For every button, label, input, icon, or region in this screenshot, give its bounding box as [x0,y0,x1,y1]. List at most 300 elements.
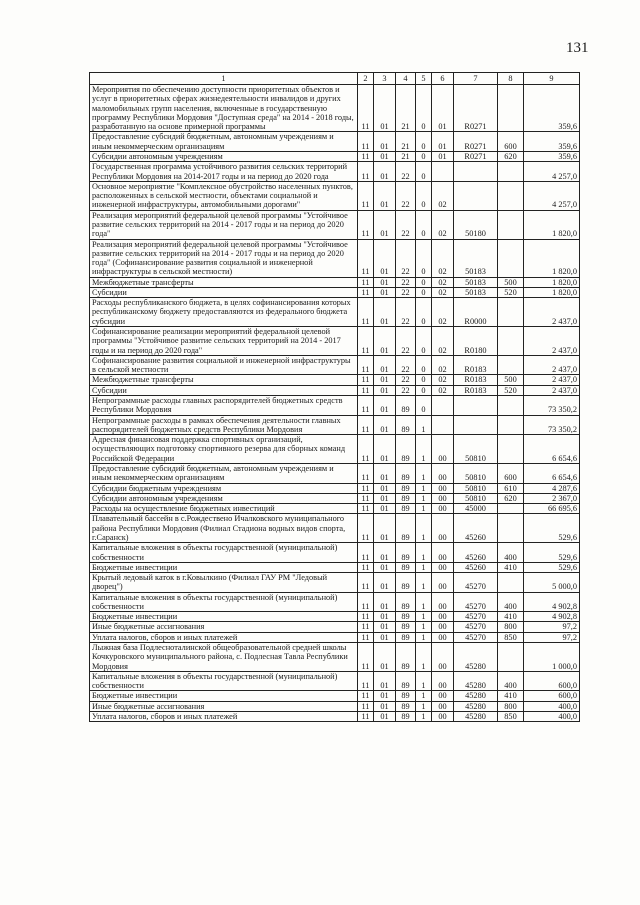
table-row [90,562,580,572]
code-cell: 11 [358,514,374,543]
code-cell: 0 [416,375,432,385]
code-cell: 0 [416,151,432,161]
code-cell: 22 [396,375,416,385]
row-name: Межбюджетные трансферты [90,375,358,385]
amount-cell: 4 902,8 [524,612,580,622]
code-cell [498,298,524,327]
code-cell: 0 [416,239,432,277]
code-cell: 850 [498,632,524,642]
code-cell: 50810 [454,493,498,503]
code-cell: 0 [416,385,432,395]
row-name: Непрограммные расходы главных распорядителей бюджетных средств Республики Мордовия [90,396,358,416]
code-cell: R0271 [454,132,498,152]
table-row [90,327,580,356]
code-cell: 11 [358,463,374,483]
code-cell: 01 [432,151,454,161]
code-cell: 22 [396,210,416,239]
amount-cell: 529,6 [524,514,580,543]
code-cell: 1 [416,612,432,622]
code-cell [498,327,524,356]
amount-cell: 2 437,0 [524,385,580,395]
amount-cell: 1 000,0 [524,643,580,672]
code-cell: 00 [432,632,454,642]
table-row [90,355,580,375]
code-cell: 02 [432,327,454,356]
amount-cell: 529,6 [524,562,580,572]
code-cell: 11 [358,622,374,632]
code-cell: 22 [396,385,416,395]
code-cell: 01 [432,85,454,132]
amount-cell: 73 350,2 [524,415,580,435]
table-row [90,691,580,701]
table-row [90,643,580,672]
code-cell: 850 [498,712,524,722]
amount-cell: 600,0 [524,671,580,691]
code-cell: 11 [358,592,374,612]
code-cell: 520 [498,385,524,395]
code-cell: 520 [498,287,524,297]
code-cell [454,415,498,435]
code-cell: 50810 [454,435,498,464]
code-cell: 11 [358,239,374,277]
row-name: Софинансирование реализации мероприятий федеральной целевой программы "Устойчивое развитие сельских территорий на 2014 - 2017 годы и на период до 2020 года" [90,327,358,356]
row-name: Расходы на осуществление бюджетных инвестиций [90,504,358,514]
code-cell: 21 [396,132,416,152]
code-cell: 50810 [454,463,498,483]
code-cell: 02 [432,239,454,277]
code-cell: 22 [396,181,416,210]
row-name: Крытый ледовый каток в г.Ковылкино (Филиал ГАУ РМ "Ледовый дворец") [90,573,358,593]
code-cell: 0 [416,287,432,297]
code-cell: 89 [396,514,416,543]
row-name: Реализация мероприятий федеральной целевой программы "Устойчивое развитие сельских территорий на 2014 - 2017 годы и на период до 2020 года" (Софинансирование развития социальной и инженерной инфраструктуры в сельской местности) [90,239,358,277]
row-name: Бюджетные инвестиции [90,691,358,701]
code-cell [498,85,524,132]
row-name: Софинансирование развития социальной и инженерной инфраструктуры в сельской местности [90,355,358,375]
code-cell: 02 [432,287,454,297]
code-cell: 01 [374,543,396,563]
code-cell [498,210,524,239]
row-name: Субсидии бюджетным учреждениям [90,483,358,493]
code-cell: 11 [358,181,374,210]
amount-cell: 1 820,0 [524,277,580,287]
row-name: Межбюджетные трансферты [90,277,358,287]
code-cell: 89 [396,622,416,632]
page-number: 131 [566,40,589,56]
code-cell: 01 [374,355,396,375]
table-row [90,151,580,161]
amount-cell: 1 820,0 [524,239,580,277]
code-cell: 45270 [454,573,498,593]
code-cell: 50183 [454,239,498,277]
row-name: Субсидии [90,385,358,395]
code-cell: 0 [416,162,432,182]
code-cell: 400 [498,671,524,691]
code-cell: 45260 [454,562,498,572]
row-name: Иные бюджетные ассигнования [90,701,358,711]
code-cell: 01 [374,385,396,395]
code-cell: 02 [432,298,454,327]
code-cell: 600 [498,132,524,152]
code-cell: 00 [432,701,454,711]
code-cell: 01 [374,181,396,210]
code-cell: 400 [498,543,524,563]
header-row [90,73,580,85]
code-cell: 1 [416,543,432,563]
row-name: Иные бюджетные ассигнования [90,622,358,632]
table-row [90,435,580,464]
table-row [90,493,580,503]
code-cell: 00 [432,493,454,503]
code-cell: 89 [396,592,416,612]
code-cell: 11 [358,562,374,572]
code-cell: 45260 [454,543,498,563]
header-cell: 4 [396,73,416,85]
amount-cell: 2 437,0 [524,327,580,356]
row-name: Капитальные вложения в объекты государственной (муниципальной) собственности [90,543,358,563]
code-cell: 11 [358,415,374,435]
code-cell: R0183 [454,375,498,385]
code-cell [498,643,524,672]
amount-cell: 4 257,0 [524,162,580,182]
amount-cell: 4 902,8 [524,592,580,612]
amount-cell: 400,0 [524,712,580,722]
code-cell: 01 [374,239,396,277]
code-cell: 11 [358,396,374,416]
code-cell: 89 [396,463,416,483]
code-cell [498,162,524,182]
row-name: Основное мероприятие "Комплексное обустройство населенных пунктов, расположенных в сельской местности, объектами социальной и инженерной инфраструктуры, автомобильными дорогами" [90,181,358,210]
table-row [90,712,580,722]
code-cell [432,162,454,182]
code-cell: 01 [374,632,396,642]
row-name: Бюджетные инвестиции [90,612,358,622]
code-cell: 1 [416,632,432,642]
code-cell: 00 [432,435,454,464]
code-cell: 1 [416,514,432,543]
code-cell: 01 [374,415,396,435]
code-cell [498,181,524,210]
code-cell: 01 [374,622,396,632]
code-cell: 00 [432,622,454,632]
code-cell: 1 [416,415,432,435]
code-cell: 45270 [454,632,498,642]
code-cell: 11 [358,573,374,593]
code-cell: 89 [396,643,416,672]
code-cell: 01 [374,562,396,572]
amount-cell: 66 695,6 [524,504,580,514]
code-cell: 01 [374,671,396,691]
code-cell: 89 [396,415,416,435]
table-row [90,287,580,297]
row-name: Бюджетные инвестиции [90,562,358,572]
header-cell: 6 [432,73,454,85]
code-cell: 11 [358,85,374,132]
amount-cell: 2 437,0 [524,375,580,385]
code-cell: 1 [416,691,432,701]
code-cell: R0183 [454,355,498,375]
table-body [90,85,580,722]
code-cell: 11 [358,671,374,691]
row-name: Мероприятия по обеспечению доступности приоритетных объектов и услуг в приоритетных сферах жизнедеятельности инвалидов и других маломобильных групп населения, включенные в государственную программу Республики Мордовия "Доступная среда" на 2014 - 2018 годы, разработанную на основе примерной программы [90,85,358,132]
code-cell [498,504,524,514]
table-row [90,632,580,642]
amount-cell: 73 350,2 [524,396,580,416]
code-cell [454,181,498,210]
table-row [90,463,580,483]
code-cell: 11 [358,701,374,711]
code-cell: 02 [432,277,454,287]
code-cell: 89 [396,483,416,493]
code-cell: 01 [374,396,396,416]
header-cell: 7 [454,73,498,85]
code-cell: 89 [396,612,416,622]
code-cell: 45280 [454,643,498,672]
code-cell: 01 [374,298,396,327]
code-cell: 01 [374,435,396,464]
code-cell: 0 [416,298,432,327]
code-cell: 89 [396,396,416,416]
amount-cell: 4 257,0 [524,181,580,210]
code-cell [454,162,498,182]
amount-cell: 1 820,0 [524,287,580,297]
code-cell: 11 [358,543,374,563]
code-cell: 01 [374,85,396,132]
code-cell: 620 [498,151,524,161]
code-cell: R0271 [454,85,498,132]
amount-cell: 97,2 [524,632,580,642]
code-cell: 22 [396,287,416,297]
code-cell: 600 [498,463,524,483]
row-name: Предоставление субсидий бюджетным, автономным учреждениям и иным некоммерческим организациям [90,463,358,483]
code-cell: 610 [498,483,524,493]
code-cell: 22 [396,298,416,327]
code-cell: 11 [358,632,374,642]
code-cell: 11 [358,493,374,503]
code-cell: 00 [432,514,454,543]
row-name: Капитальные вложения в объекты государственной (муниципальной) собственности [90,592,358,612]
code-cell: 01 [374,612,396,622]
row-name: Расходы республиканского бюджета, в целях софинансирования которых республиканскому бюджету предоставляются из федерального бюджета субсидии [90,298,358,327]
code-cell: 01 [374,514,396,543]
amount-cell: 2 367,0 [524,493,580,503]
code-cell: 1 [416,592,432,612]
code-cell: 11 [358,385,374,395]
code-cell: 00 [432,691,454,701]
code-cell: 0 [416,327,432,356]
code-cell: 45280 [454,671,498,691]
code-cell: 45270 [454,612,498,622]
row-name: Уплата налогов, сборов и иных платежей [90,712,358,722]
budget-table [89,72,580,722]
header-cell: 8 [498,73,524,85]
code-cell: 410 [498,691,524,701]
code-cell: 11 [358,298,374,327]
code-cell: 01 [374,573,396,593]
amount-cell: 5 000,0 [524,573,580,593]
table-row [90,592,580,612]
code-cell: 01 [374,691,396,701]
table-row [90,375,580,385]
code-cell: 01 [374,327,396,356]
code-cell: 1 [416,435,432,464]
code-cell: 22 [396,327,416,356]
code-cell: 21 [396,151,416,161]
code-cell: 89 [396,701,416,711]
code-cell: 500 [498,375,524,385]
code-cell: 02 [432,210,454,239]
code-cell: 45270 [454,622,498,632]
code-cell: 0 [416,355,432,375]
code-cell: 45000 [454,504,498,514]
code-cell: 1 [416,504,432,514]
code-cell: 1 [416,493,432,503]
code-cell: 00 [432,671,454,691]
amount-cell: 359,6 [524,132,580,152]
header-cell: 1 [90,73,358,85]
code-cell [498,514,524,543]
table-row [90,483,580,493]
code-cell: 11 [358,151,374,161]
code-cell: 01 [374,643,396,672]
code-cell: 11 [358,327,374,356]
code-cell: 50810 [454,483,498,493]
code-cell: 22 [396,355,416,375]
code-cell: 21 [396,85,416,132]
code-cell: 0 [416,277,432,287]
table-row [90,612,580,622]
row-name: Капитальные вложения в объекты государственной (муниципальной) собственности [90,671,358,691]
code-cell: 800 [498,622,524,632]
table-row [90,277,580,287]
row-name: Государственная программа устойчивого развития сельских территорий Республики Мордовия на 2014-2017 годы и на период до 2020 года [90,162,358,182]
code-cell: 89 [396,562,416,572]
code-cell: 00 [432,504,454,514]
table-row [90,543,580,563]
code-cell: 11 [358,277,374,287]
code-cell: 00 [432,612,454,622]
row-name: Реализация мероприятий федеральной целевой программы "Устойчивое развитие сельских территорий на 2014 - 2017 годы и на период до 2020 года" [90,210,358,239]
code-cell: 50183 [454,287,498,297]
header-cell: 2 [358,73,374,85]
code-cell: 01 [374,701,396,711]
code-cell: 00 [432,543,454,563]
code-cell [432,415,454,435]
code-cell: 00 [432,643,454,672]
code-cell: 89 [396,504,416,514]
code-cell: 45280 [454,691,498,701]
code-cell: 89 [396,712,416,722]
amount-cell: 359,6 [524,151,580,161]
amount-cell: 359,6 [524,85,580,132]
row-name: Субсидии автономным учреждениям [90,493,358,503]
code-cell: 11 [358,712,374,722]
code-cell: 01 [374,132,396,152]
row-name: Плавательный бассейн в с.Рождествено Ичалковского муниципального района Республики Мордовия (Филиал Стадиона водных видов спорта, г.Саранск) [90,514,358,543]
table-row [90,162,580,182]
code-cell: 89 [396,691,416,701]
code-cell: 00 [432,562,454,572]
code-cell: 1 [416,562,432,572]
amount-cell: 1 820,0 [524,210,580,239]
code-cell: 01 [374,151,396,161]
code-cell: 00 [432,463,454,483]
code-cell: 11 [358,643,374,672]
code-cell: 22 [396,277,416,287]
code-cell: 01 [374,277,396,287]
table-row [90,385,580,395]
row-name: Адресная финансовая поддержка спортивных организаций, осуществляющих подготовку спортивного резерва для сборных команд Российской Федерации [90,435,358,464]
table-row [90,239,580,277]
code-cell: 0 [416,210,432,239]
code-cell [498,239,524,277]
code-cell: 22 [396,162,416,182]
code-cell: R0000 [454,298,498,327]
code-cell: 0 [416,85,432,132]
code-cell: 01 [374,463,396,483]
code-cell: 11 [358,375,374,385]
amount-cell: 6 654,6 [524,463,580,483]
table-row [90,415,580,435]
code-cell: 620 [498,493,524,503]
table-row [90,514,580,543]
code-cell: 02 [432,375,454,385]
code-cell: 00 [432,483,454,493]
code-cell: 1 [416,483,432,493]
code-cell: 22 [396,239,416,277]
code-cell [498,355,524,375]
row-name: Субсидии [90,287,358,297]
code-cell: 1 [416,573,432,593]
code-cell: 01 [374,375,396,385]
code-cell: 11 [358,435,374,464]
code-cell: 11 [358,504,374,514]
code-cell [498,435,524,464]
table-row [90,132,580,152]
code-cell: 11 [358,287,374,297]
code-cell: 01 [374,493,396,503]
code-cell: 45260 [454,514,498,543]
code-cell: 1 [416,671,432,691]
code-cell: 11 [358,132,374,152]
code-cell [498,415,524,435]
code-cell: 1 [416,463,432,483]
code-cell [498,573,524,593]
code-cell: 45280 [454,712,498,722]
header-cell: 5 [416,73,432,85]
code-cell: 1 [416,712,432,722]
code-cell: 00 [432,712,454,722]
code-cell: 0 [416,396,432,416]
amount-cell: 97,2 [524,622,580,632]
code-cell [498,396,524,416]
code-cell: R0271 [454,151,498,161]
code-cell: 89 [396,632,416,642]
header-cell: 9 [524,73,580,85]
table-row [90,85,580,132]
code-cell: 02 [432,181,454,210]
amount-cell: 4 287,6 [524,483,580,493]
code-cell: 11 [358,162,374,182]
code-cell: 45280 [454,701,498,711]
code-cell: 11 [358,355,374,375]
code-cell: 45270 [454,592,498,612]
code-cell [432,396,454,416]
amount-cell: 2 437,0 [524,355,580,375]
code-cell: 11 [358,483,374,493]
code-cell: 01 [374,162,396,182]
code-cell: 00 [432,592,454,612]
